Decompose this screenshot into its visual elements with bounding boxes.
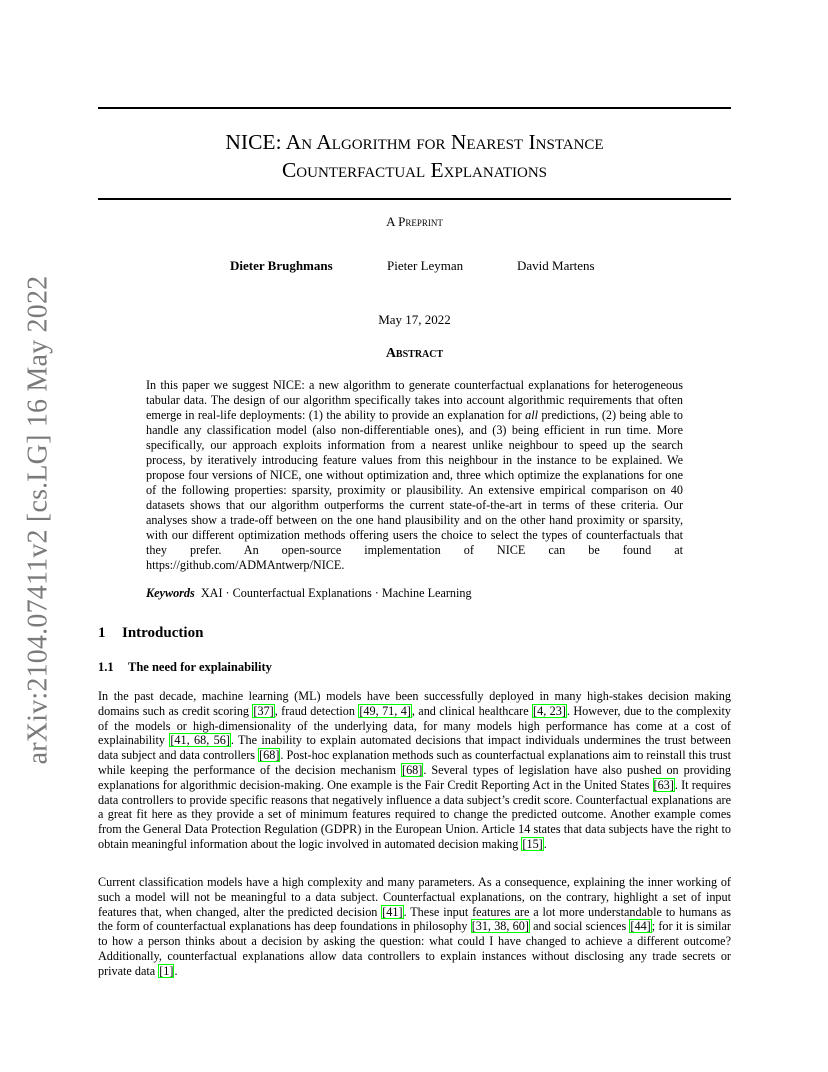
citation-link[interactable]: [15] [522, 836, 543, 851]
citation-link[interactable]: [68] [259, 748, 280, 763]
publication-date: May 17, 2022 [378, 312, 451, 327]
subsection-title: The need for explainability [128, 660, 272, 674]
section-title: Introduction [122, 625, 204, 641]
arxiv-identifier: arXiv:2104.07411v2 [cs.LG] 16 May 2022 [22, 275, 53, 765]
citation-link[interactable]: [4, 23] [533, 703, 566, 718]
arxiv-sidebar-stamp [21, 275, 55, 765]
citation-link[interactable]: [31, 38, 60] [471, 919, 529, 934]
subsection-number: 1.1 [98, 660, 114, 674]
citation-link[interactable]: [68] [402, 762, 423, 777]
section-number: 1 [98, 625, 106, 641]
body-paragraph-1: In the past decade, machine learning (ML) models have been successfully deployed in many high-stakes decision making domains such as credit scoring [37], fraud detection [49, 71, 4], and clinical healthcare [4, 23]. However, due to the complexity of the models or high-dimensionality of the underlying data, for many models high performance has come at a cost of explainability [41, 68, 56]. The inability to explain automated decisions that impact individuals undermines the trust between data subject and data controllers [68]. Post-hoc explanation methods such as counterfactual explanations aim to reinstall this trust while keeping the performance of the decision mechanism [68]. Several types of legislation have also pushed on providing explanations for algorithmic decision-making. One example is the Fair Credit Reporting Act in the United States [63]. It requires data controllers to provide specific reasons that negatively influence a data subject’s credit score. Counterfactual explanations are a great fit here as they provide a set of minimum features required to change the predicted outcome. Another example comes from the General Data Protection Regulation (GDPR) in the European Union. Article 14 states that data subjects have the right to obtain meaningful information about the logic involved in automated decision making [15]. [98, 689, 732, 851]
citation-link[interactable]: [1] [159, 963, 174, 978]
citation-link[interactable]: [49, 71, 4] [359, 703, 411, 718]
title-line-1: NICE: An Algorithm for Nearest Instance [225, 130, 604, 154]
abstract-heading: Abstract [385, 346, 444, 361]
citation-link[interactable]: [41, 68, 56] [170, 733, 230, 748]
author-2: Pieter Leyman [387, 258, 464, 273]
citation-link[interactable]: [37] [253, 703, 274, 718]
abstract-text: In this paper we suggest NICE: a new algorithm to generate counterfactual explanations for heterogeneous tabular data. The design of our algorithm specifically takes into account algorithmic requirements that often emerge in real-life deployments: (1) the ability to provide an explanation for all predictions, (2) being able to handle any classification model (also non-differentiable ones), and (3) being efficient in run time. More specifically, our approach exploits information from a nearest unlike neighbour to speed up the search process, by iteratively introducing feature values from this neighbour in the instance to be explained. We propose four versions of NICE, one without optimization and, three which optimize the explanations for one of the following properties: sparsity, proximity or plausibility. An extensive empirical comparison on 40 datasets shows that our algorithm outperforms the current state-of-the-art in terms of these criteria. Our analyses show a trade-off between on the one hand plausibility and on the other hand proximity or sparsity, with our different optimization methods offering users the choice to select the types of counterfactuals that they prefer. An open-source implementation of NICE can be found at https://github.com/ADMAntwerp/NICE. [146, 378, 683, 572]
keywords-label: Keywords [146, 586, 195, 600]
body-paragraph-2: Current classification models have a high complexity and many parameters. As a consequence, explaining the inner working of such a model will not be meaningful to a data subject. Counterfactual explanations, on the contrary, highlight a set of input features that, when changed, alter the predicted decision [41]. These input features are a lot more understandable to humans as the form of counterfactual explanations has deep foundations in philosophy [31, 38, 60] and social sciences [44]; for it is similar to how a person thinks about a decision by asking the question: what could I have changed to achieve a different outcome? Additionally, counterfactual explanations allow data controllers to explain instances without disclosing any trade secrets or private data [1]. [98, 875, 731, 978]
top-rule [98, 107, 731, 109]
citation-link[interactable]: [44] [630, 919, 651, 934]
subsection-heading [98, 660, 272, 675]
citation-link[interactable]: [41] [382, 904, 403, 919]
author-1: Dieter Brughmans [230, 258, 333, 273]
preprint-label: A Preprint [386, 214, 443, 229]
keywords-list: XAI · Counterfactual Explanations · Machine Learning [200, 586, 472, 600]
paper-title [98, 128, 731, 184]
author-3: David Martens [517, 258, 595, 273]
citation-link[interactable]: [63] [653, 777, 674, 792]
keywords-line [146, 586, 472, 601]
title-bottom-rule [98, 198, 731, 200]
author-list [98, 258, 731, 278]
section-heading-introduction [98, 625, 203, 642]
title-line-2: Counterfactual Explanations [281, 158, 548, 182]
